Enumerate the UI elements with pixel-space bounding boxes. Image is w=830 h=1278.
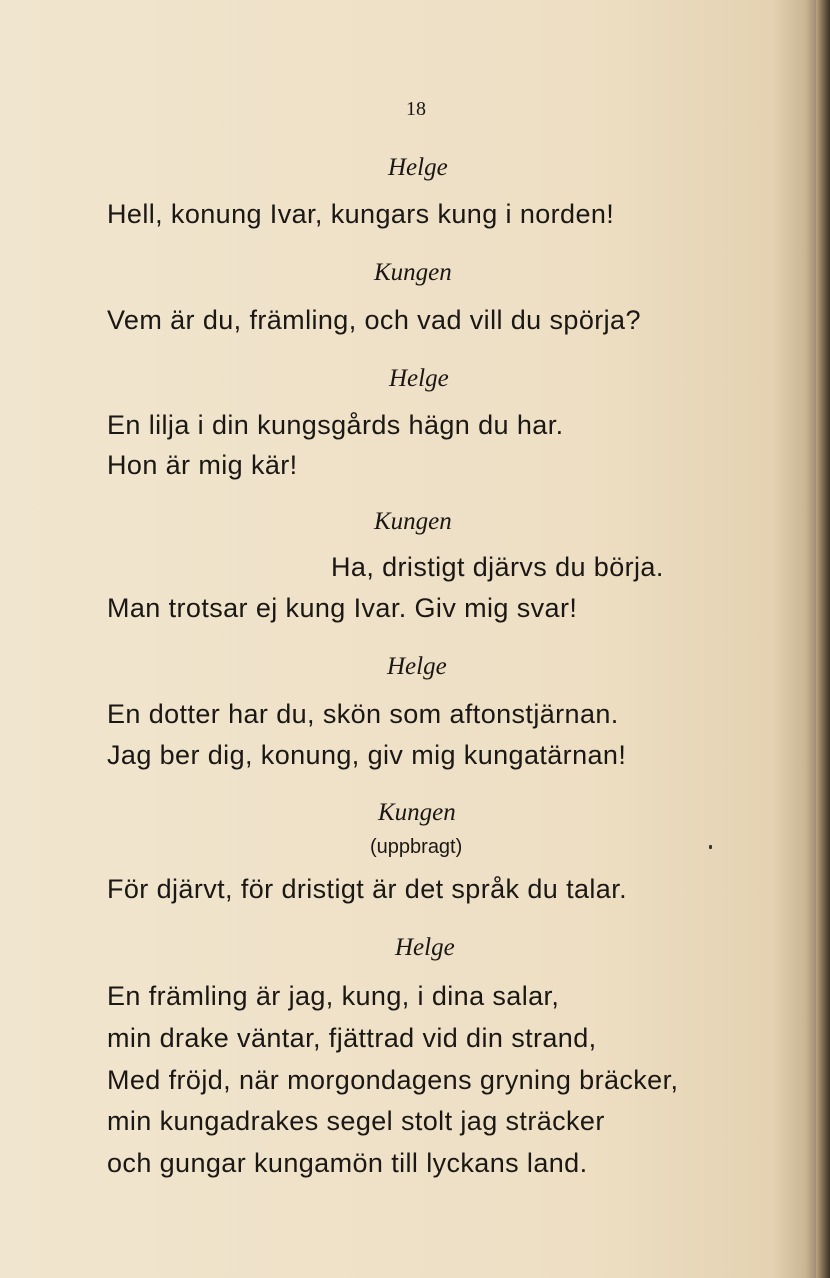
speaker-name: Kungen [374,259,452,286]
speaker-name: Helge [387,653,447,680]
speaker-name: Helge [388,154,448,181]
verse-line: Hon är mig kär! [107,450,298,480]
speaker-name: Helge [389,365,449,392]
verse-line: En dotter har du, skön som aftonstjärnan. [107,699,619,729]
verse-line: Vem är du, främling, och vad vill du spörja? [107,305,641,335]
stage-direction: (uppbragt) [370,836,463,858]
verse-line: min kungadrakes segel stolt jag sträcker [107,1106,605,1136]
verse-line: En lilja i din kungsgårds hägn du har. [107,410,564,440]
page-number: 18 [406,98,426,120]
page-edge-shadow [816,0,830,1278]
verse-line: Hell, konung Ivar, kungars kung i norden! [107,199,615,229]
verse-line: En främling är jag, kung, i dina salar, [107,981,560,1011]
speaker-name: Kungen [374,508,452,535]
verse-line: Jag ber dig, konung, giv mig kungatärnan! [107,740,627,770]
verse-line: För djärvt, för dristigt är det språk du talar. [107,874,628,904]
verse-line: Med fröjd, när morgondagens gryning bräcker, [107,1065,679,1095]
verse-line: Man trotsar ej kung Ivar. Giv mig svar! [107,593,578,623]
ink-speck [709,845,712,849]
verse-line: och gungar kungamön till lyckans land. [107,1148,588,1178]
speaker-name: Kungen [378,799,456,826]
speaker-name: Helge [395,934,455,961]
verse-line: Ha, dristigt djärvs du börja. [331,552,664,582]
verse-line: min drake väntar, fjättrad vid din strand, [107,1023,597,1053]
